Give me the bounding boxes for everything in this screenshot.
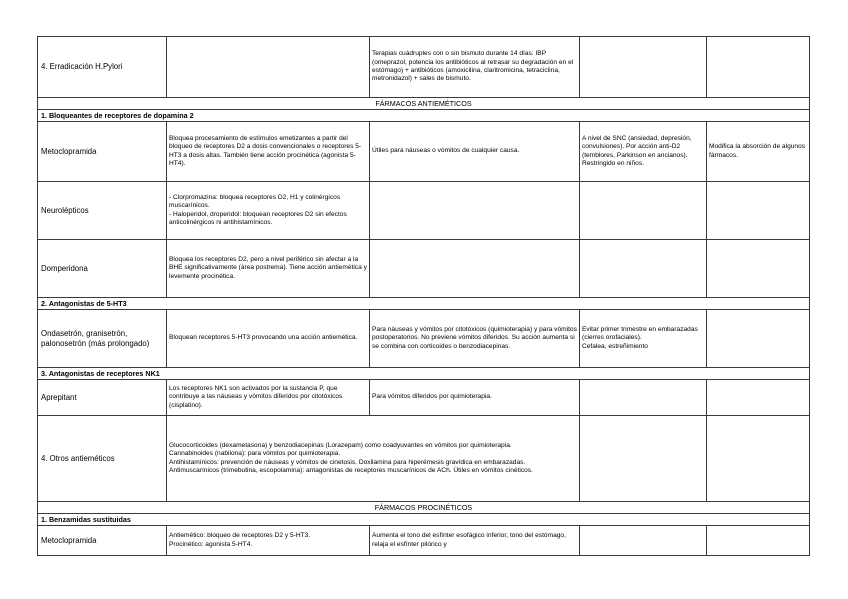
row-interactions bbox=[707, 526, 810, 556]
section-header-procineticos: FÁRMACOS PROCINÉTICOS bbox=[38, 502, 810, 514]
row-interactions bbox=[707, 182, 810, 240]
table-row bbox=[38, 416, 810, 502]
subsection-5ht3: 2. Antagonistas de 5-HT3 bbox=[38, 298, 810, 310]
row-description: Glucocorticoides (dexametasona) y benzodiacepinas (Lorazepam) como coadyuvantes en vómitos por quimioterapia. Cannabinoides (nabilona): para vómitos por quimioterapia. Antihistamínicos: prevención de náuseas y vómitos de cinetosis. Doxilamina para hiperémesis gravídica en embarazadas. Antimuscarínicos (trimebutina, escopolamina): antagonistas de receptores muscarínicos de ACh. Útiles en vómitos cinéticos. bbox=[167, 416, 580, 502]
row-mechanism: - Clorpromazina: bloquea receptores D2, H1 y colinérgicos muscarínicos. - Haloperidol, droperidol: bloquean receptores D2 sin efectos anticolinérgicos ni antihistamínicos. bbox=[167, 182, 370, 240]
table-row bbox=[38, 298, 810, 310]
table-row bbox=[38, 98, 810, 110]
row-mechanism: Bloquea procesamiento de estímulos emetizantes a partir del bloqueo de receptores D2 a dosis convencionales o receptores 5-HT3 a dosis altas. También tiene acción procinética (agonista 5-HT4). bbox=[167, 122, 370, 182]
table-row bbox=[38, 368, 810, 380]
row-adverse bbox=[580, 182, 707, 240]
row-uses: Para náuseas y vómitos por citotóxicos (quimioterapia) y para vómitos postoperatorios. No previene vómitos diferidos. Su acción aumenta si se combina con corticoides o benzodiacepinas. bbox=[370, 310, 580, 368]
row-mechanism: Los receptores NK1 son activados por la sustancia P, que contribuye a las náuseas y vómitos diferidos por citotóxicos (cisplatino). bbox=[167, 380, 370, 416]
table-row bbox=[38, 310, 810, 368]
row-interactions bbox=[707, 37, 810, 98]
table-row bbox=[38, 502, 810, 514]
table-row bbox=[38, 122, 810, 182]
subsection-benzamidas: 1. Benzamidas sustituidas bbox=[38, 514, 810, 526]
pharmacology-table bbox=[37, 36, 810, 556]
row-name: Metoclopramida bbox=[38, 526, 167, 556]
row-name: Aprepitant bbox=[38, 380, 167, 416]
row-interactions: Modifica la absorción de algunos fármacos. bbox=[707, 122, 810, 182]
subsection-nk1: 3. Antagonistas de receptores NK1 bbox=[38, 368, 810, 380]
table-row bbox=[38, 526, 810, 556]
row-name: 4. Erradicación H.Pylori bbox=[38, 37, 167, 98]
row-interactions bbox=[707, 380, 810, 416]
row-mechanism: Antiemético: bloqueo de receptores D2 y 5-HT3. Procinético: agonista 5-HT4. bbox=[167, 526, 370, 556]
row-uses: Útiles para náuseas o vómitos de cualquier causa. bbox=[370, 122, 580, 182]
row-name: Ondasetrón, granisetrón, palonosetrón (más prolongado) bbox=[38, 310, 167, 368]
table-row bbox=[38, 182, 810, 240]
row-interactions bbox=[707, 416, 810, 502]
row-interactions bbox=[707, 310, 810, 368]
row-adverse bbox=[580, 380, 707, 416]
row-adverse bbox=[580, 240, 707, 298]
row-adverse bbox=[580, 37, 707, 98]
section-header-antiemeticos: FÁRMACOS ANTIEMÉTICOS bbox=[38, 98, 810, 110]
row-name: 4. Otros antieméticos bbox=[38, 416, 167, 502]
table-row bbox=[38, 240, 810, 298]
row-name: Metoclopramida bbox=[38, 122, 167, 182]
row-uses bbox=[370, 182, 580, 240]
row-adverse bbox=[580, 416, 707, 502]
table-row bbox=[38, 37, 810, 98]
table-row bbox=[38, 380, 810, 416]
table-row bbox=[38, 110, 810, 122]
row-mechanism bbox=[167, 37, 370, 98]
row-name: Neurolépticos bbox=[38, 182, 167, 240]
row-name: Domperidona bbox=[38, 240, 167, 298]
row-uses: Para vómitos diferidos por quimioterapia. bbox=[370, 380, 580, 416]
subsection-dopamina: 1. Bloqueantes de receptores de dopamina 2 bbox=[38, 110, 810, 122]
table-row bbox=[38, 514, 810, 526]
row-uses: Aumenta el tono del esfínter esofágico inferior, tono del estómago, relaja el esfínter pilórico y bbox=[370, 526, 580, 556]
row-mechanism: Bloquean receptores 5-HT3 provocando una acción antiemética. bbox=[167, 310, 370, 368]
row-uses: Terapias cuádruples con o sin bismuto durante 14 días: IBP (omeprazol, potencia los antibióticos al retrasar su degradación en el estómago) + antibióticos (amoxicilina, claritromicina, tetraciclina, metronidazol) + sales de bismuto. bbox=[370, 37, 580, 98]
row-adverse: Evitar primer trimestre en embarazadas (cierres orofaciales). Cefalea, estreñimiento bbox=[580, 310, 707, 368]
row-adverse: A nivel de SNC (ansiedad, depresión, convulsiones). Por acción anti-D2 (temblores, Parkinson en ancianos). Restringido en niños. bbox=[580, 122, 707, 182]
row-uses bbox=[370, 240, 580, 298]
row-interactions bbox=[707, 240, 810, 298]
row-adverse bbox=[580, 526, 707, 556]
row-mechanism: Bloquea los receptores D2, pero a nivel periférico sin afectar a la BHE significativamente (área postrema). Tiene acción antiemética y levemente procinética. bbox=[167, 240, 370, 298]
